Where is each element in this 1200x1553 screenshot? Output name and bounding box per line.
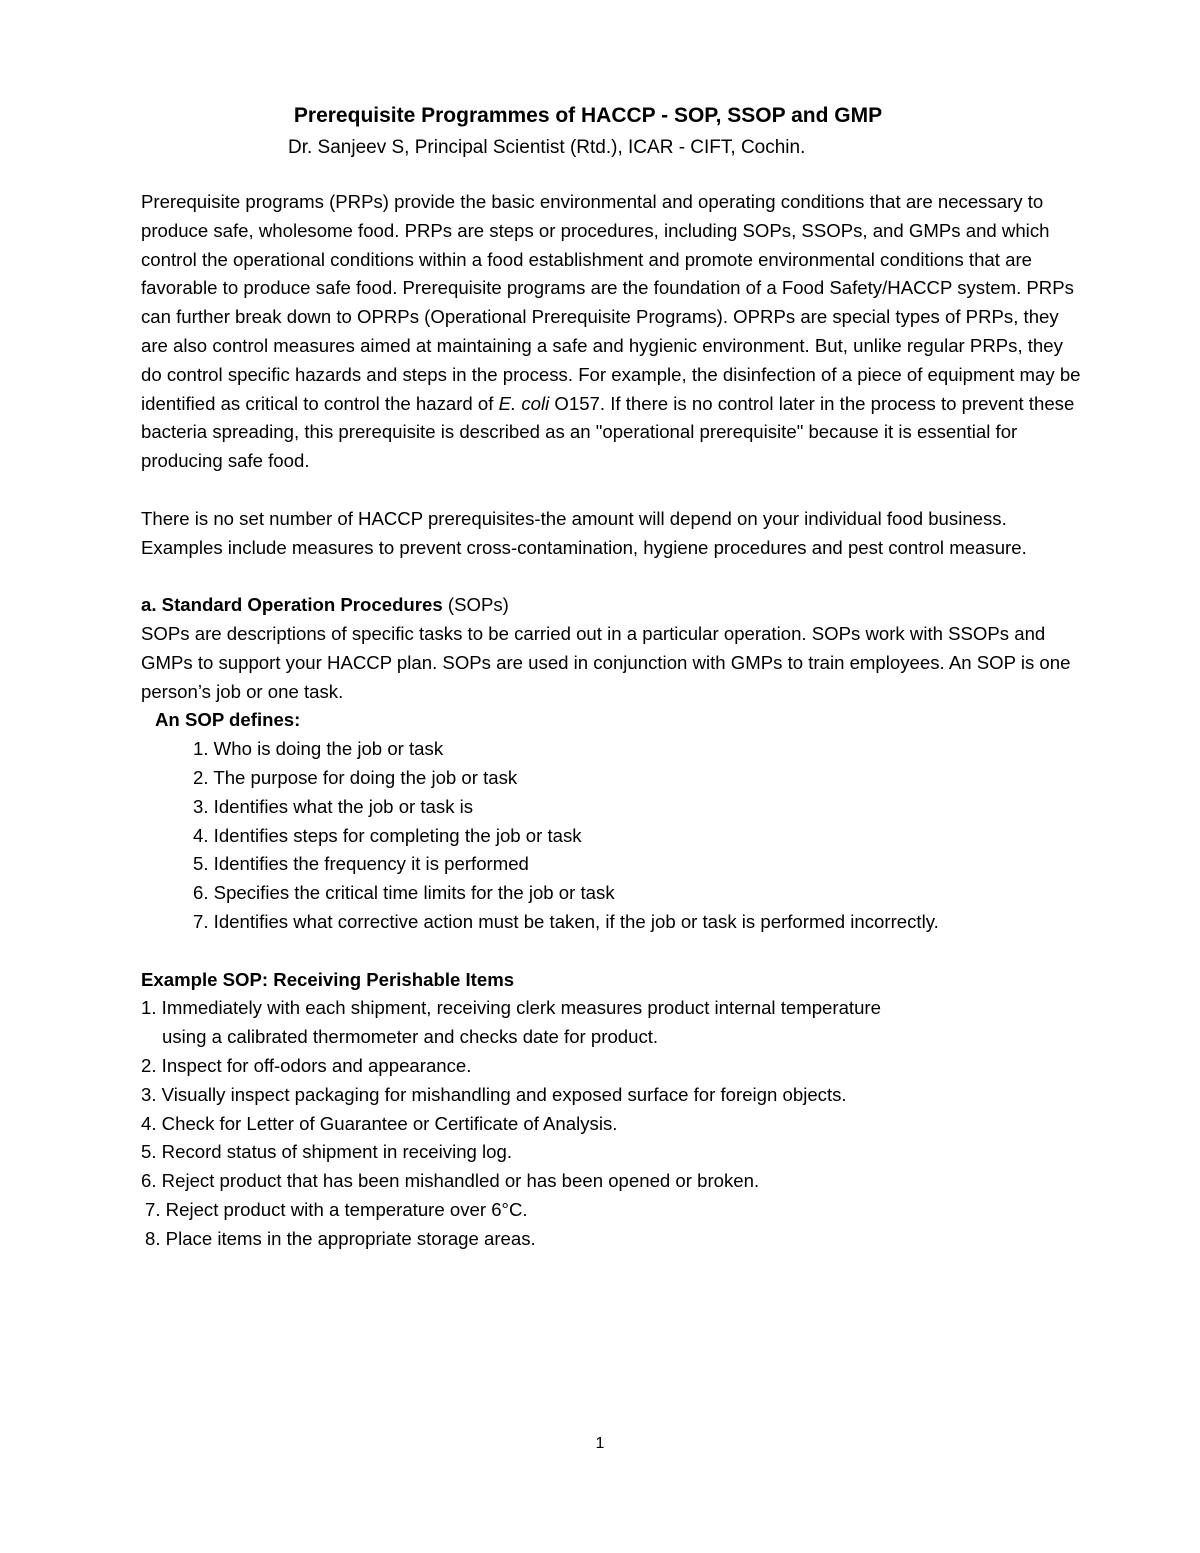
list-item: 3. Identifies what the job or task is <box>193 795 474 817</box>
sop-description: SOPs are descriptions of specific tasks to be carried out in a particular operation. SOPs work with SSOPs and GMPs to support your HACCP plan. SOPs are used in conjunction with GMPs to train employees. An SOP is one person’s job or one task. <box>141 622 1071 702</box>
list-item: 7. Identifies what corrective action must be taken, if the job or task is performed incorrectly. <box>193 910 939 932</box>
sop-heading <box>141 591 1081 620</box>
paragraph-spacer <box>141 937 1081 966</box>
list-item: 6. Specifies the critical time limits for the job or task <box>193 882 615 904</box>
list-item: 8. Place items in the appropriate storage areas. <box>145 1227 536 1249</box>
step-1-line-1: 1. Immediately with each shipment, receiving clerk measures product internal temperature <box>141 997 881 1019</box>
intro-text-start: Prerequisite programs (PRPs) provide the basic environmental and operating conditions that are necessary to produce safe, wholesome food. PRPs are steps or procedures, including SOPs, SSOPs, and GMPs and which control the operational conditions within a food establishment and promote environmental conditions that are favorable to produce safe food. Prerequisite programs are the foundation of a Food Safety/HACCP system. PRPs can further break down to OPRPs (Operational Prerequisite Programs). OPRPs are special types of PRPs, they are also control measures aimed at maintaining a safe and hygienic environment. But, unlike regular PRPs, they do control specific hazards and steps in the process. For example, the disinfection of a piece of equipment may be identified as critical to control the hazard of <box>141 191 1081 414</box>
sop-defines-list <box>141 735 1081 937</box>
list-item: 2. Inspect for off-odors and appearance. <box>141 1054 472 1076</box>
second-paragraph: There is no set number of HACCP prerequisites-the amount will depend on your individual food business. Examples include measures to prevent cross-contamination, hygiene procedures and pest control measure. <box>141 507 1027 558</box>
intro-text-end: O157. If there is no control later in the process to prevent these bacteria spreading, this prerequisite is described as an "operational prerequisite" because it is essential for producing safe food. <box>141 392 1075 472</box>
document-body <box>141 188 1081 1253</box>
step-1-line-2: using a calibrated thermometer and checks date for product. <box>162 1026 659 1048</box>
list-item: 6. Reject product that has been mishandled or has been opened or broken. <box>141 1170 760 1192</box>
paragraph-spacer <box>141 562 1081 591</box>
intro-paragraph <box>141 188 1081 476</box>
list-item: 4. Identifies steps for completing the job or task <box>193 824 582 846</box>
example-sop-steps <box>141 994 1081 1253</box>
list-item: 1. Who is doing the job or task <box>193 738 444 760</box>
document-title: Prerequisite Programmes of HACCP - SOP, SSOP and GMP <box>293 104 883 127</box>
page-number: 1 <box>595 1435 605 1452</box>
example-sop-heading: Example SOP: Receiving Perishable Items <box>141 968 515 990</box>
list-item <box>141 994 1081 1052</box>
sop-heading-abbrev: (SOPs) <box>442 594 509 616</box>
list-item: 2. The purpose for doing the job or task <box>193 766 518 788</box>
list-item: 5. Identifies the frequency it is performed <box>193 853 529 875</box>
sop-heading-bold: a. Standard Operation Procedures <box>141 594 443 616</box>
list-item: 7. Reject product with a temperature over 6°C. <box>145 1198 528 1220</box>
paragraph-spacer <box>141 476 1081 505</box>
author-line: Dr. Sanjeev S, Principal Scientist (Rtd.), ICAR - CIFT, Cochin. <box>288 137 806 158</box>
list-item: 5. Record status of shipment in receiving log. <box>141 1141 513 1163</box>
list-item: 4. Check for Letter of Guarantee or Certificate of Analysis. <box>141 1112 618 1134</box>
intro-italic-organism: E. coli <box>498 392 550 414</box>
sop-defines-label: An SOP defines: <box>155 709 301 731</box>
list-item: 3. Visually inspect packaging for mishandling and exposed surface for foreign objects. <box>141 1083 847 1105</box>
